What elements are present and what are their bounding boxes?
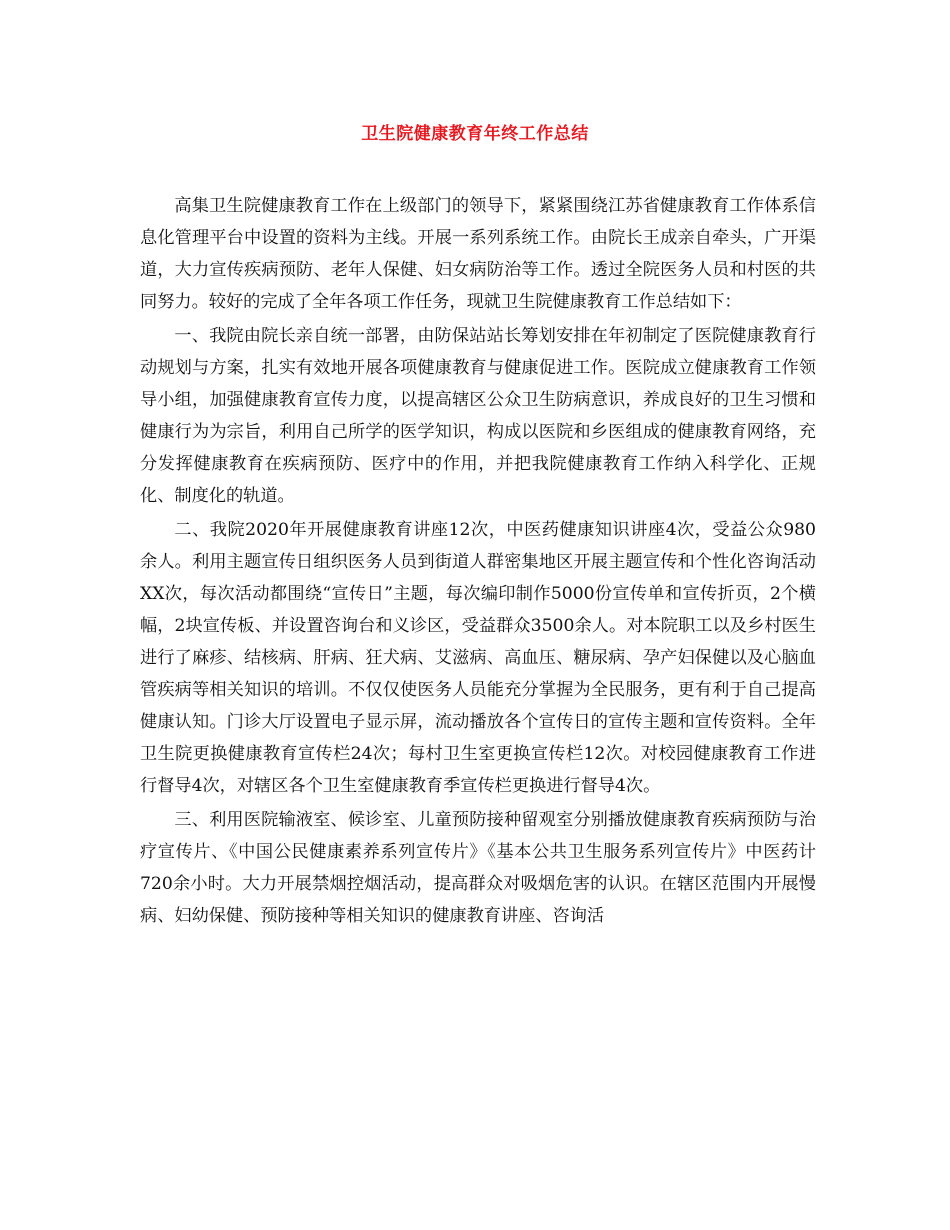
paragraph-section-2: 二、我院2020年开展健康教育讲座12次，中医药健康知识讲座4次，受益公众980余人。利用主题宣传日组织医务人员到街道人群密集地区开展主题宣传和个性化咨询活动XX次，每次活动都围绕“宣传日”主题，每次编印制作5000份宣传单和宣传折页，2个横幅，2块宣传板、并设置咨询台和义诊区，受益群众3500余人。对本院职工以及乡村医生进行了麻疹、结核病、肝病、狂犬病、艾滋病、高血压、糖尿病、孕产妇保健以及心脑血管疾病等相关知识的培训。不仅仅使医务人员能充分掌握为全民服务，更有利于自己提高健康认知。门诊大厅设置电子显示屏，流动播放各个宣传日的宣传主题和宣传资料。全年卫生院更换健康教育宣传栏24次；每村卫生室更换宣传栏12次。对校园健康教育工作进行督导4次，对辖区各个卫生室健康教育季宣传栏更换进行督导4次。 — [140, 520, 816, 796]
paragraph-section-1: 一、我院由院长亲自统一部署，由防保站站长筹划安排在年初制定了医院健康教育行动规划与方案，扎实有效地开展各项健康教育与健康促进工作。医院成立健康教育工作领导小组，加强健康教育宣传力度，以提高辖区公众卫生防病意识，养成良好的卫生习惯和健康行为为宗旨，利用自己所学的医学知识，构成以医院和乡医组成的健康教育网络，充分发挥健康教育在疾病预防、医疗中的作用，并把我院健康教育工作纳入科学化、正规化、制度化的轨道。 — [140, 326, 816, 506]
document-body — [140, 190, 816, 932]
paragraph-intro: 高集卫生院健康教育工作在上级部门的领导下，紧紧围绕江苏省健康教育工作体系信息化管理平台中设置的资料为主线。开展一系列系统工作。由院长王成亲自牵头，广开渠道，大力宣传疾病预防、老年人保健、妇女病防治等工作。透过全院医务人员和村医的共同努力。较好的完成了全年各项工作任务，现就卫生院健康教育工作总结如下： — [140, 196, 816, 312]
paragraph-section-3: 三、利用医院输液室、候诊室、儿童预防接种留观室分别播放健康教育疾病预防与治疗宣传片、《中国公民健康素养系列宣传片》《基本公共卫生服务系列宣传片》中医药计720余小时。大力开展禁烟控烟活动，提高群众对吸烟危害的认识。在辖区范围内开展慢病、妇幼保健、预防接种等相关知识的健康教育讲座、咨询活 — [140, 810, 816, 926]
document-title: 卫生院健康教育年终工作总结 — [361, 124, 589, 144]
